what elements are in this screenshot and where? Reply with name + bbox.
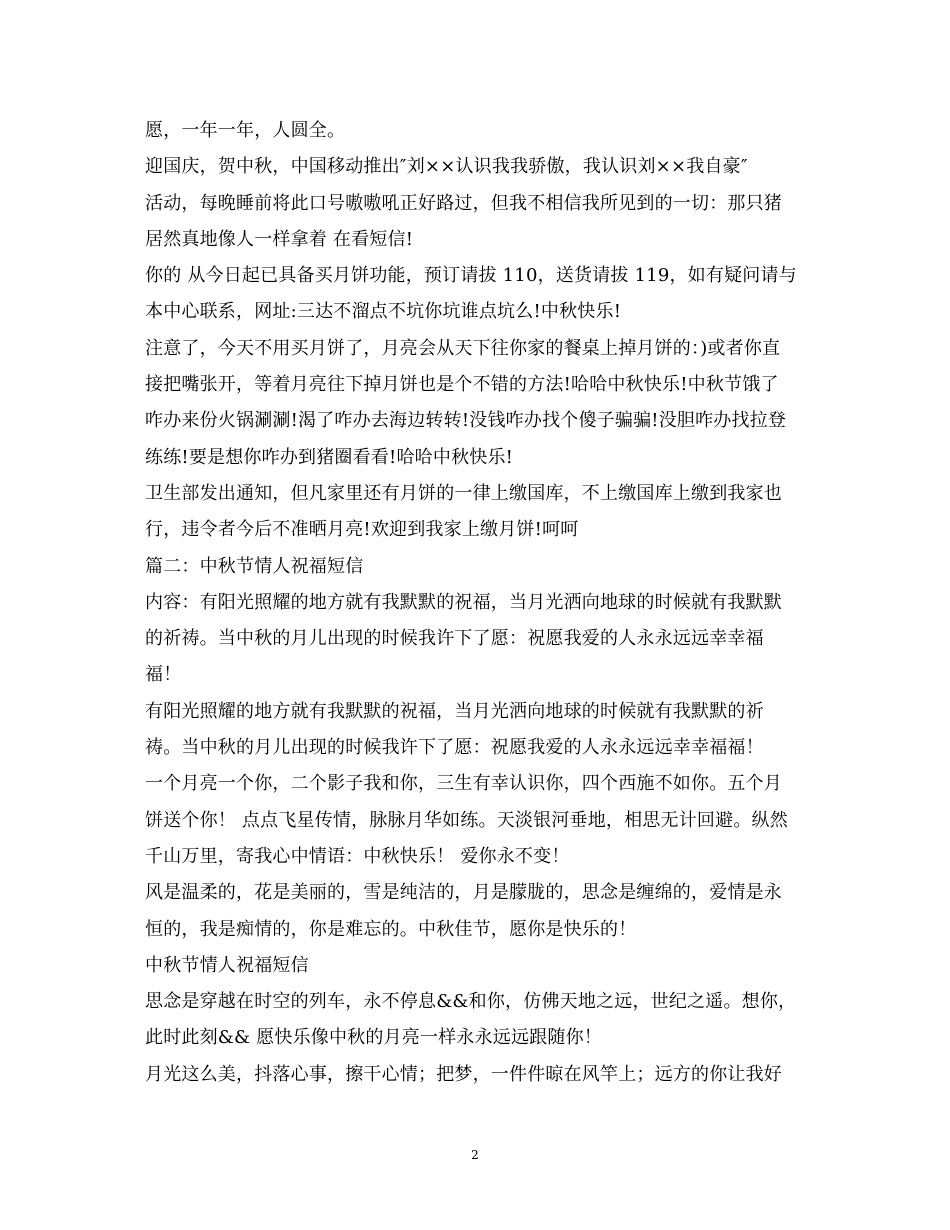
section-heading: 篇二：中秋节情人祝福短信 <box>145 555 364 577</box>
text-line: 卫生部发出通知，但凡家里还有月饼的一律上缴国库，不上缴国库上缴到我家也 <box>145 482 782 504</box>
text-line: 咋办来份火锅涮涮!渴了咋办去海边转转!没钱咋办找个傻子骗骗!没胆咋办找拉登 <box>145 410 787 432</box>
text-line: 居然真地像人一样拿着 在看短信! <box>145 228 414 250</box>
text-line: 注意了，今天不用买月饼了，月亮会从天下往你家的餐桌上掉月饼的：)或者你直 <box>145 337 781 359</box>
text-line: 迎国庆，贺中秋，中国移动推出″刘××认识我我骄傲，我认识刘××我自豪″ <box>145 156 748 178</box>
text-line: 此时此刻&& 愿快乐像中秋的月亮一样永永远远跟随你！ <box>145 1027 602 1049</box>
text-line: 饼送个你！ 点点飞星传情，脉脉月华如练。天淡银河垂地，相思无计回避。纵然 <box>145 809 788 831</box>
text-line: 一个月亮一个你，二个影子我和你，三生有幸认识你，四个西施不如你。五个月 <box>145 773 782 795</box>
text-line: 千山万里，寄我心中情语：中秋快乐！ 爱你永不变！ <box>145 845 570 867</box>
text-line: 活动，每晚睡前将此口号嗷嗷吼正好路过，但我不相信我所见到的一切：那只猪 <box>145 192 782 214</box>
text-line: 恒的，我是痴情的，你是难忘的。中秋佳节，愿你是快乐的！ <box>145 918 637 940</box>
section-heading: 中秋节情人祝福短信 <box>145 954 309 976</box>
text-line: 思念是穿越在时空的列车，永不停息&&和你，仿佛天地之远，世纪之遥。想你， <box>145 991 797 1013</box>
text-line: 行，违令者今后不准晒月亮!欢迎到我家上缴月饼!呵呵 <box>145 519 579 541</box>
text-line: 内容：有阳光照耀的地方就有我默默的祝福，当月光洒向地球的时候就有我默默 <box>145 591 782 613</box>
text-line: 本中心联系，网址:三达不溜点不坑你坑谁点坑么!中秋快乐! <box>145 301 622 323</box>
text-line: 风是温柔的，花是美丽的，雪是纯洁的，月是朦胧的，思念是缠绵的，爱情是永 <box>145 882 782 904</box>
text-line: 愿，一年一年，人圆全。 <box>145 120 346 141</box>
text-line: 的祈祷。当中秋的月儿出现的时候我许下了愿：祝愿我爱的人永永远远幸幸福 <box>145 628 764 650</box>
text-line: 有阳光照耀的地方就有我默默的祝福，当月光洒向地球的时候就有我默默的祈 <box>145 700 764 722</box>
text-line: 接把嘴张开，等着月亮往下掉月饼也是个不错的方法!哈哈中秋快乐!中秋节饿了 <box>145 374 779 396</box>
document-body <box>145 113 825 1093</box>
text-line: 月光这么美，抖落心事，擦干心情；把梦，一件件晾在风竿上；远方的你让我好 <box>145 1063 782 1085</box>
text-line: 你的 从今日起已具备买月饼功能，预订请拔 110，送货请拔 119，如有疑问请与 <box>145 265 797 287</box>
text-line: 祷。当中秋的月儿出现的时候我许下了愿：祝愿我爱的人永永远远幸幸福福！ <box>145 737 764 759</box>
text-line: 福！ <box>145 664 182 686</box>
page-number: 2 <box>471 1148 479 1162</box>
text-line: 练练!要是想你咋办到猪圈看看!哈哈中秋快乐! <box>145 446 514 468</box>
